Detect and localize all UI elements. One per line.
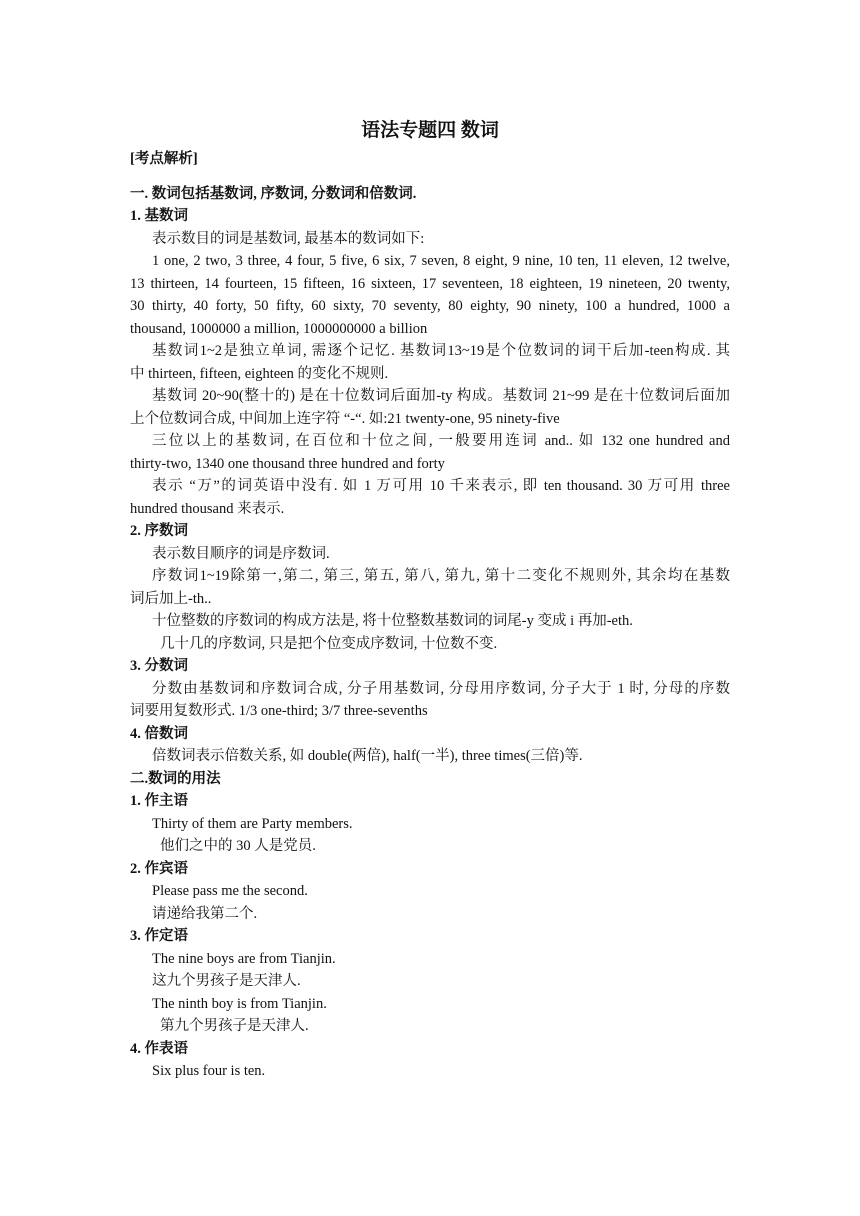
paragraph-line: 上个位数词合成, 中间加上连字符 “-“. 如:21 twenty-one, 95 ninety-five <box>130 410 560 427</box>
example-translation: 他们之中的 30 人是党员. <box>160 838 316 854</box>
example-translation: 这九个男孩子是天津人. <box>152 973 301 989</box>
paragraph-line: 中 thirteen, fifteen, eighteen 的变化不规则. <box>130 365 389 382</box>
paragraph-line: 表示数目顺序的词是序数词. <box>152 545 330 562</box>
heading-as-object: 2. 作宾语 <box>130 860 188 877</box>
paragraph-line: 三位以上的基数词, 在百位和十位之间, 一般要用连词 and.. 如 132 one hundred and <box>152 433 730 449</box>
document-body <box>130 148 730 1083</box>
paragraph-line: 倍数词表示倍数关系, 如 double(两倍), half(一半), three times(三倍)等. <box>152 748 583 764</box>
paragraph-line: 序数词1~19除第一,第二, 第三, 第五, 第八, 第九, 第十二变化不规则外, 其余均在基数 <box>152 568 730 584</box>
paragraph-line: hundred thousand 来表示. <box>130 500 285 517</box>
paragraph-line: 十位整数的序数词的构成方法是, 将十位整数基数词的词尾-y 变成 i 再加-eth. <box>152 613 633 629</box>
section-label: [考点解析] <box>130 151 198 167</box>
heading-part-one: 一. 数词包括基数词, 序数词, 分数词和倍数词. <box>130 185 417 202</box>
heading-as-attributive: 3. 作定语 <box>130 928 188 944</box>
heading-multiple: 4. 倍数词 <box>130 725 188 742</box>
page-title: 语法专题四 数词 <box>361 120 499 141</box>
example-sentence: The ninth boy is from Tianjin. <box>152 995 327 1012</box>
paragraph-line: 表示数目的词是基数词, 最基本的数词如下: <box>152 230 425 247</box>
paragraph-line: 基数词 20~90(整十的) 是在十位数词后面加-ty 构成。基数词 21~99 是在十位数词后面加 <box>152 388 730 404</box>
paragraph-line: 几十几的序数词, 只是把个位变成序数词, 十位数不变. <box>160 635 498 652</box>
paragraph-line: thirty-two, 1340 one thousand three hundred and forty <box>130 455 445 472</box>
paragraph-line: 13 thirteen, 14 fourteen, 15 fifteen, 16 sixteen, 17 seventeen, 18 eighteen, 19 nineteen, 20 twenty, <box>130 275 730 292</box>
example-translation: 第九个男孩子是天津人. <box>160 1018 309 1034</box>
heading-part-two: 二.数词的用法 <box>130 770 221 787</box>
paragraph-line: thousand, 1000000 a million, 1000000000 a billion <box>130 320 428 337</box>
heading-fraction: 3. 分数词 <box>130 658 188 674</box>
example-translation: 请递给我第二个. <box>152 905 258 922</box>
heading-cardinal: 1. 基数词 <box>130 208 188 224</box>
example-sentence: Thirty of them are Party members. <box>152 815 353 832</box>
paragraph-line: 基数词1~2是独立单词, 需逐个记忆. 基数词13~19是个位数词的词干后加-teen构成. 其 <box>152 343 730 359</box>
heading-ordinal: 2. 序数词 <box>130 523 188 539</box>
paragraph-line: 分数由基数词和序数词合成, 分子用基数词, 分母用序数词, 分子大于 1 时, 分母的序数 <box>152 680 730 697</box>
example-sentence: Please pass me the second. <box>152 883 308 899</box>
paragraph-line: 词后加上-th.. <box>130 590 212 607</box>
example-sentence: Six plus four is ten. <box>152 1063 266 1079</box>
paragraph-line: 1 one, 2 two, 3 three, 4 four, 5 five, 6 six, 7 seven, 8 eight, 9 nine, 10 ten, 11 eleven, 12 twelve, <box>152 253 730 269</box>
paragraph-line: 词要用复数形式. 1/3 one-third; 3/7 three-sevenths <box>130 703 428 719</box>
heading-as-subject: 1. 作主语 <box>130 793 188 809</box>
heading-as-predicative: 4. 作表语 <box>130 1040 188 1057</box>
example-sentence: The nine boys are from Tianjin. <box>152 950 336 967</box>
paragraph-line: 表示 “万”的词英语中没有. 如 1 万可用 10 千来表示, 即 ten thousand. 30 万可用 three <box>152 478 730 494</box>
spacer <box>130 171 730 183</box>
paragraph-line: 30 thirty, 40 forty, 50 fifty, 60 sixty, 70 seventy, 80 eighty, 90 ninety, 100 a hundred, 1000 a <box>130 298 730 314</box>
